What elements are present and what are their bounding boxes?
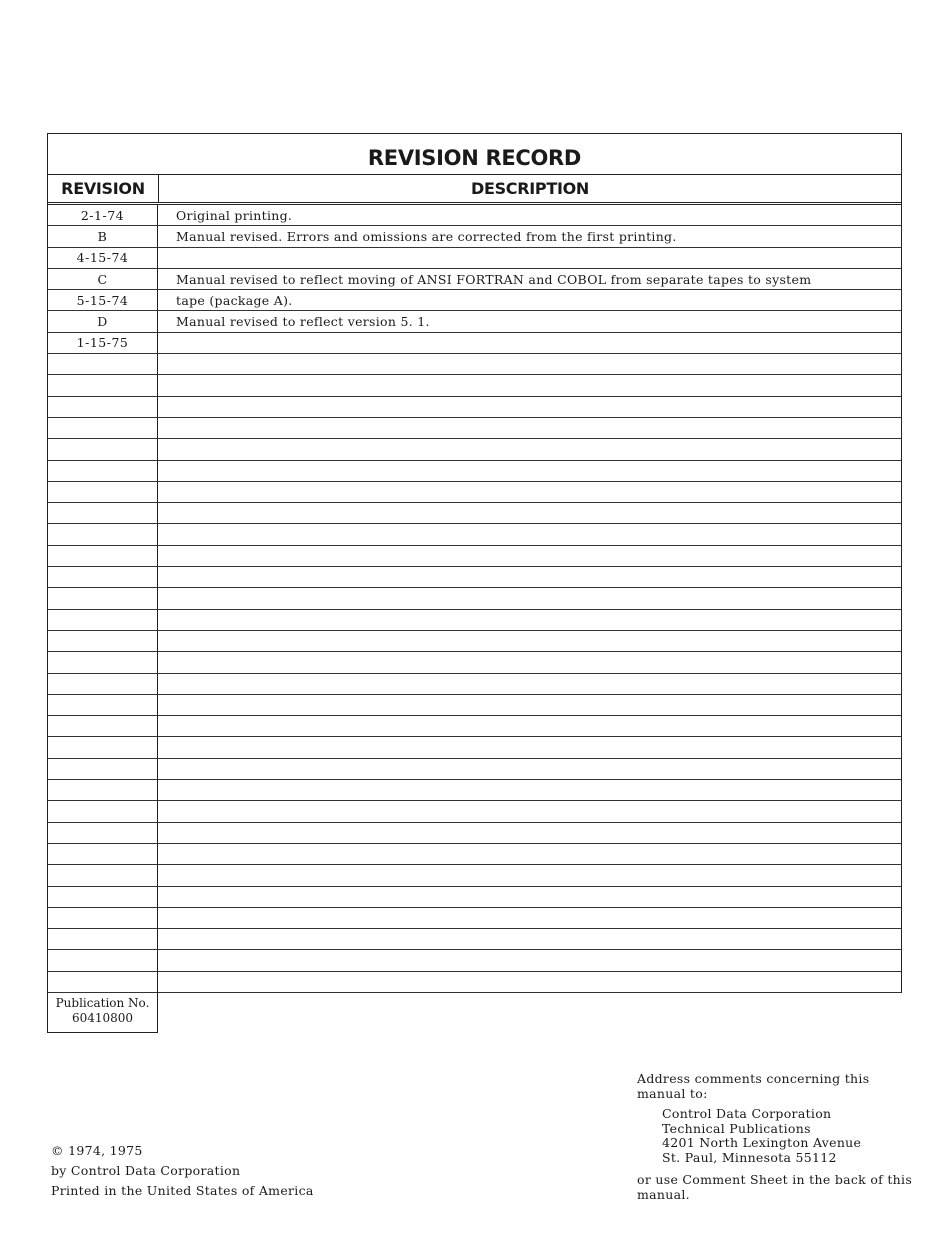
table-row-blank	[48, 375, 901, 396]
table-row-blank	[48, 418, 901, 439]
description-cell	[158, 695, 901, 715]
revision-cell	[48, 695, 158, 715]
description-cell	[158, 652, 901, 672]
address-line-1: Control Data Corporation	[662, 1106, 832, 1121]
revision-cell	[48, 567, 158, 587]
description-cell	[158, 908, 901, 928]
revision-cell	[48, 759, 158, 779]
address-intro: Address comments concerning this manual to:	[637, 1071, 870, 1101]
table-row-blank	[48, 716, 901, 737]
description-cell: Manual revised. Errors and omissions are corrected from the first printing.	[176, 228, 677, 244]
table-row-blank	[48, 397, 901, 418]
description-cell: tape (package A).	[176, 292, 293, 308]
table-row	[48, 226, 901, 247]
header-revision: REVISION	[48, 175, 159, 202]
table-row-blank	[48, 695, 901, 716]
description-cell	[158, 610, 901, 630]
revision-cell	[48, 780, 158, 800]
description-cell	[158, 780, 901, 800]
revision-cell: C	[48, 269, 158, 289]
description-cell	[158, 439, 901, 459]
description-cell	[158, 397, 901, 417]
revision-cell	[48, 972, 158, 992]
description-cell	[158, 418, 901, 438]
revision-cell	[48, 631, 158, 651]
table-row-blank	[48, 631, 901, 652]
table-row-blank	[48, 972, 901, 993]
description-cell	[158, 588, 901, 608]
revision-cell	[48, 652, 158, 672]
revision-cell	[48, 354, 158, 374]
publication-number: 60410800	[71, 1011, 134, 1025]
table-row-blank	[48, 482, 901, 503]
header-row	[48, 175, 901, 205]
description-cell	[158, 546, 901, 566]
description-cell: Manual revised to reflect version 5. 1.	[176, 314, 430, 330]
description-cell	[158, 354, 901, 374]
table-row-blank	[48, 865, 901, 886]
revision-cell	[48, 375, 158, 395]
address-block	[637, 1072, 917, 1202]
copyright-block	[51, 1141, 314, 1201]
revision-cell	[48, 610, 158, 630]
table-row-blank	[48, 439, 901, 460]
revision-cell: 5-15-74	[48, 290, 158, 310]
description-cell	[158, 972, 901, 992]
table-row-blank	[48, 780, 901, 801]
revision-cell	[48, 524, 158, 544]
revision-cell: D	[48, 311, 158, 331]
table-row-blank	[48, 801, 901, 822]
table-row-blank	[48, 908, 901, 929]
table-row-blank	[48, 823, 901, 844]
table-row-blank	[48, 950, 901, 971]
table-row-blank	[48, 354, 901, 375]
table-row-blank	[48, 844, 901, 865]
address-line-2: Technical Publications	[662, 1120, 811, 1136]
description-cell	[158, 865, 901, 885]
copyright-by: by Control Data Corporation	[51, 1163, 241, 1178]
description-cell	[158, 631, 901, 651]
revision-cell	[48, 950, 158, 970]
revision-cell	[48, 929, 158, 949]
table-row	[48, 333, 901, 354]
address-lines	[637, 1107, 917, 1165]
revision-cell	[48, 397, 158, 417]
revision-cell	[48, 418, 158, 438]
revision-cell	[48, 823, 158, 843]
description-cell	[158, 823, 901, 843]
description-cell	[158, 759, 901, 779]
revision-cell	[48, 908, 158, 928]
table-row-blank	[48, 461, 901, 482]
table-row-blank	[48, 737, 901, 758]
description-cell: Manual revised to reflect moving of ANSI FORTRAN and COBOL from separate tapes to system	[176, 271, 812, 287]
table-row-blank	[48, 929, 901, 950]
table-row-blank	[48, 652, 901, 673]
publication-number-box	[47, 991, 158, 1033]
revision-cell	[48, 503, 158, 523]
description-cell	[158, 844, 901, 864]
description-cell	[158, 801, 901, 821]
description-cell	[158, 737, 901, 757]
table-body	[48, 205, 901, 993]
description-cell	[158, 248, 901, 268]
revision-cell: B	[48, 226, 158, 246]
description-cell	[158, 567, 901, 587]
table-row	[48, 290, 901, 311]
revision-cell	[48, 482, 158, 502]
revision-cell	[48, 737, 158, 757]
revision-cell: 2-1-74	[48, 205, 158, 225]
table-title: REVISION RECORD	[367, 146, 582, 170]
table-row-blank	[48, 759, 901, 780]
table-row	[48, 269, 901, 290]
title-row	[48, 134, 901, 175]
copyright-years: © 1974, 1975	[51, 1143, 143, 1158]
description-cell	[158, 674, 901, 694]
description-cell	[158, 503, 901, 523]
table-row-blank	[48, 588, 901, 609]
revision-cell	[48, 439, 158, 459]
revision-cell: 4-15-74	[48, 248, 158, 268]
revision-cell	[48, 461, 158, 481]
revision-record-table	[47, 133, 902, 993]
revision-cell	[48, 865, 158, 885]
description-cell	[158, 375, 901, 395]
table-row-blank	[48, 674, 901, 695]
revision-cell	[48, 546, 158, 566]
description-cell	[158, 333, 901, 353]
table-row-blank	[48, 567, 901, 588]
address-line-3: 4201 North Lexington Avenue	[662, 1135, 862, 1150]
table-row	[48, 248, 901, 269]
revision-cell	[48, 887, 158, 907]
revision-cell	[48, 674, 158, 694]
description-cell	[158, 524, 901, 544]
address-line-4: St. Paul, Minnesota 55112	[662, 1149, 837, 1165]
table-row-blank	[48, 887, 901, 908]
header-description: DESCRIPTION	[470, 179, 590, 198]
description-cell	[158, 716, 901, 736]
description-cell	[158, 887, 901, 907]
table-row	[48, 311, 901, 332]
revision-cell	[48, 844, 158, 864]
table-row-blank	[48, 546, 901, 567]
description-cell	[158, 929, 901, 949]
description-cell	[158, 461, 901, 481]
description-cell	[158, 482, 901, 502]
publication-label: Publication No.	[55, 996, 150, 1010]
revision-cell	[48, 716, 158, 736]
description-cell: Original printing.	[176, 207, 293, 223]
printed-in: Printed in the United States of America	[51, 1183, 314, 1198]
revision-cell	[48, 801, 158, 821]
table-row-blank	[48, 610, 901, 631]
revision-cell: 1-15-75	[48, 333, 158, 353]
table-row	[48, 205, 901, 226]
revision-cell	[48, 588, 158, 608]
description-cell	[158, 950, 901, 970]
table-row-blank	[48, 503, 901, 524]
table-row-blank	[48, 524, 901, 545]
address-outro: or use Comment Sheet in the back of this manual.	[637, 1172, 913, 1202]
